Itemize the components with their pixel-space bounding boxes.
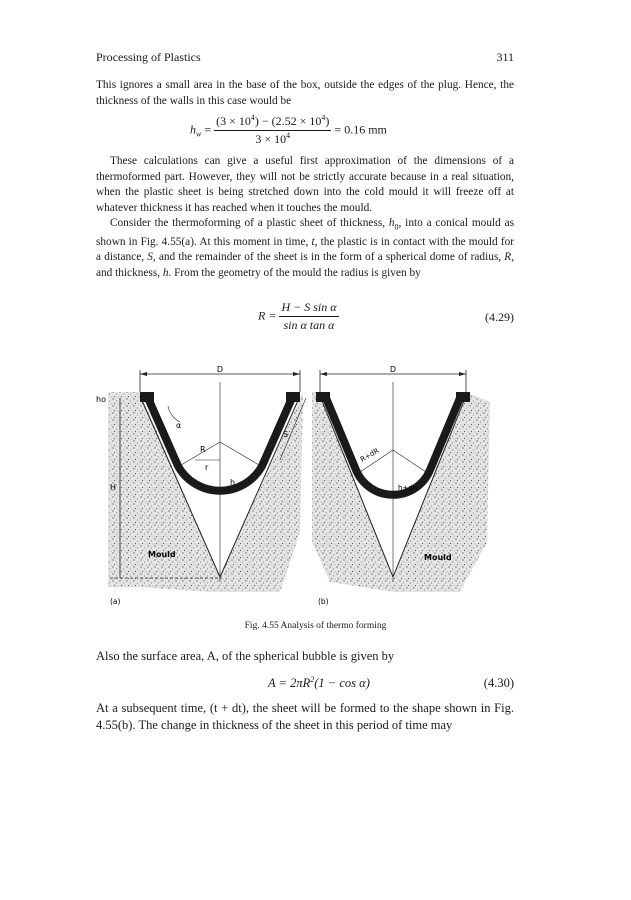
running-title: Processing of Plastics [96, 50, 201, 64]
eq1-result: = 0.16 mm [334, 122, 387, 137]
paragraph-5: At a subsequent time, (t + dt), the sheet will be formed to the shape shown in Fig. 4.55(b). The change in thickness of the sheet in this period of time may [96, 701, 514, 732]
label-alpha: α [176, 421, 182, 430]
dim-D-b: D [389, 365, 397, 374]
equation-4-30: $A = 2\pi R^2(1 - \cos \alpha)$ [268, 674, 370, 690]
panel-b [312, 365, 490, 606]
eq2-lhs: R = [258, 308, 277, 323]
paragraph-3: Consider the thermoforming of a plastic sheet of thickness, $h_0$, into a conical mould as shown in Fig. 4.55(a). At this moment in time, t, the plastic is in contact with the mould for a distance, S, and the remainder of the sheet is in the form of a spherical dome of radius, R, and thickness, h. From the geometry of the mould the radius is given by [96, 217, 515, 280]
eq2-numerator: H − S sin α [279, 300, 338, 317]
eq2-number: (4.29) [485, 310, 514, 324]
mould-label-b: Mould [424, 553, 452, 562]
label-h0: ho [96, 395, 106, 404]
thermoforming-figure [0, 342, 631, 622]
eq3-number: (4.30) [483, 676, 514, 690]
figure-caption: Fig. 4.55 Analysis of thermo forming [244, 621, 387, 631]
label-h: h [230, 478, 236, 487]
label-S: S [283, 430, 289, 439]
dim-D-a: D [216, 365, 224, 374]
paragraph-1: This ignores a small area in the base of the box, outside the edges of the plug. Hence, the thickness of the walls in this case would be [96, 79, 514, 107]
equation-wall-thickness [190, 114, 387, 147]
paragraph-4: Also the surface area, A, of the spherical bubble is given by [96, 649, 395, 663]
dim-H: H [110, 483, 117, 492]
label-R: R [200, 445, 206, 454]
page-number: 311 [496, 50, 514, 64]
eq1-equals: = [204, 122, 212, 137]
eq1-denominator: $3 \times 10^4$ [255, 131, 291, 146]
panel-a [96, 365, 306, 606]
panel-label-b: (b) [318, 597, 329, 606]
eq1-fraction [214, 114, 331, 147]
eq2-denominator: sin α tan α [283, 318, 335, 332]
eq1-lhs-sub: w [196, 129, 202, 139]
eq1-lhs: h [190, 122, 196, 137]
eq1-numerator: $(3 \times 10^4) - (2.52 \times 10^4)$ [214, 114, 331, 131]
label-hdh: h+dh [398, 484, 418, 492]
paragraph-2: These calculations can give a useful first approximation of the dimensions of a thermoformed part. However, they will not be strictly accurate because in a real situation, when the plastic sheet is being stretched down into the cold mould it will freeze off at whatever thickness it has reached when it touches the mould. [96, 155, 514, 214]
eq2-fraction [279, 300, 338, 333]
equation-4-29 [258, 300, 339, 333]
panel-label-a: (a) [110, 597, 121, 606]
label-r: r [205, 463, 209, 472]
mould-label-a: Mould [148, 550, 176, 559]
label-RdR: R+dR [359, 446, 381, 464]
